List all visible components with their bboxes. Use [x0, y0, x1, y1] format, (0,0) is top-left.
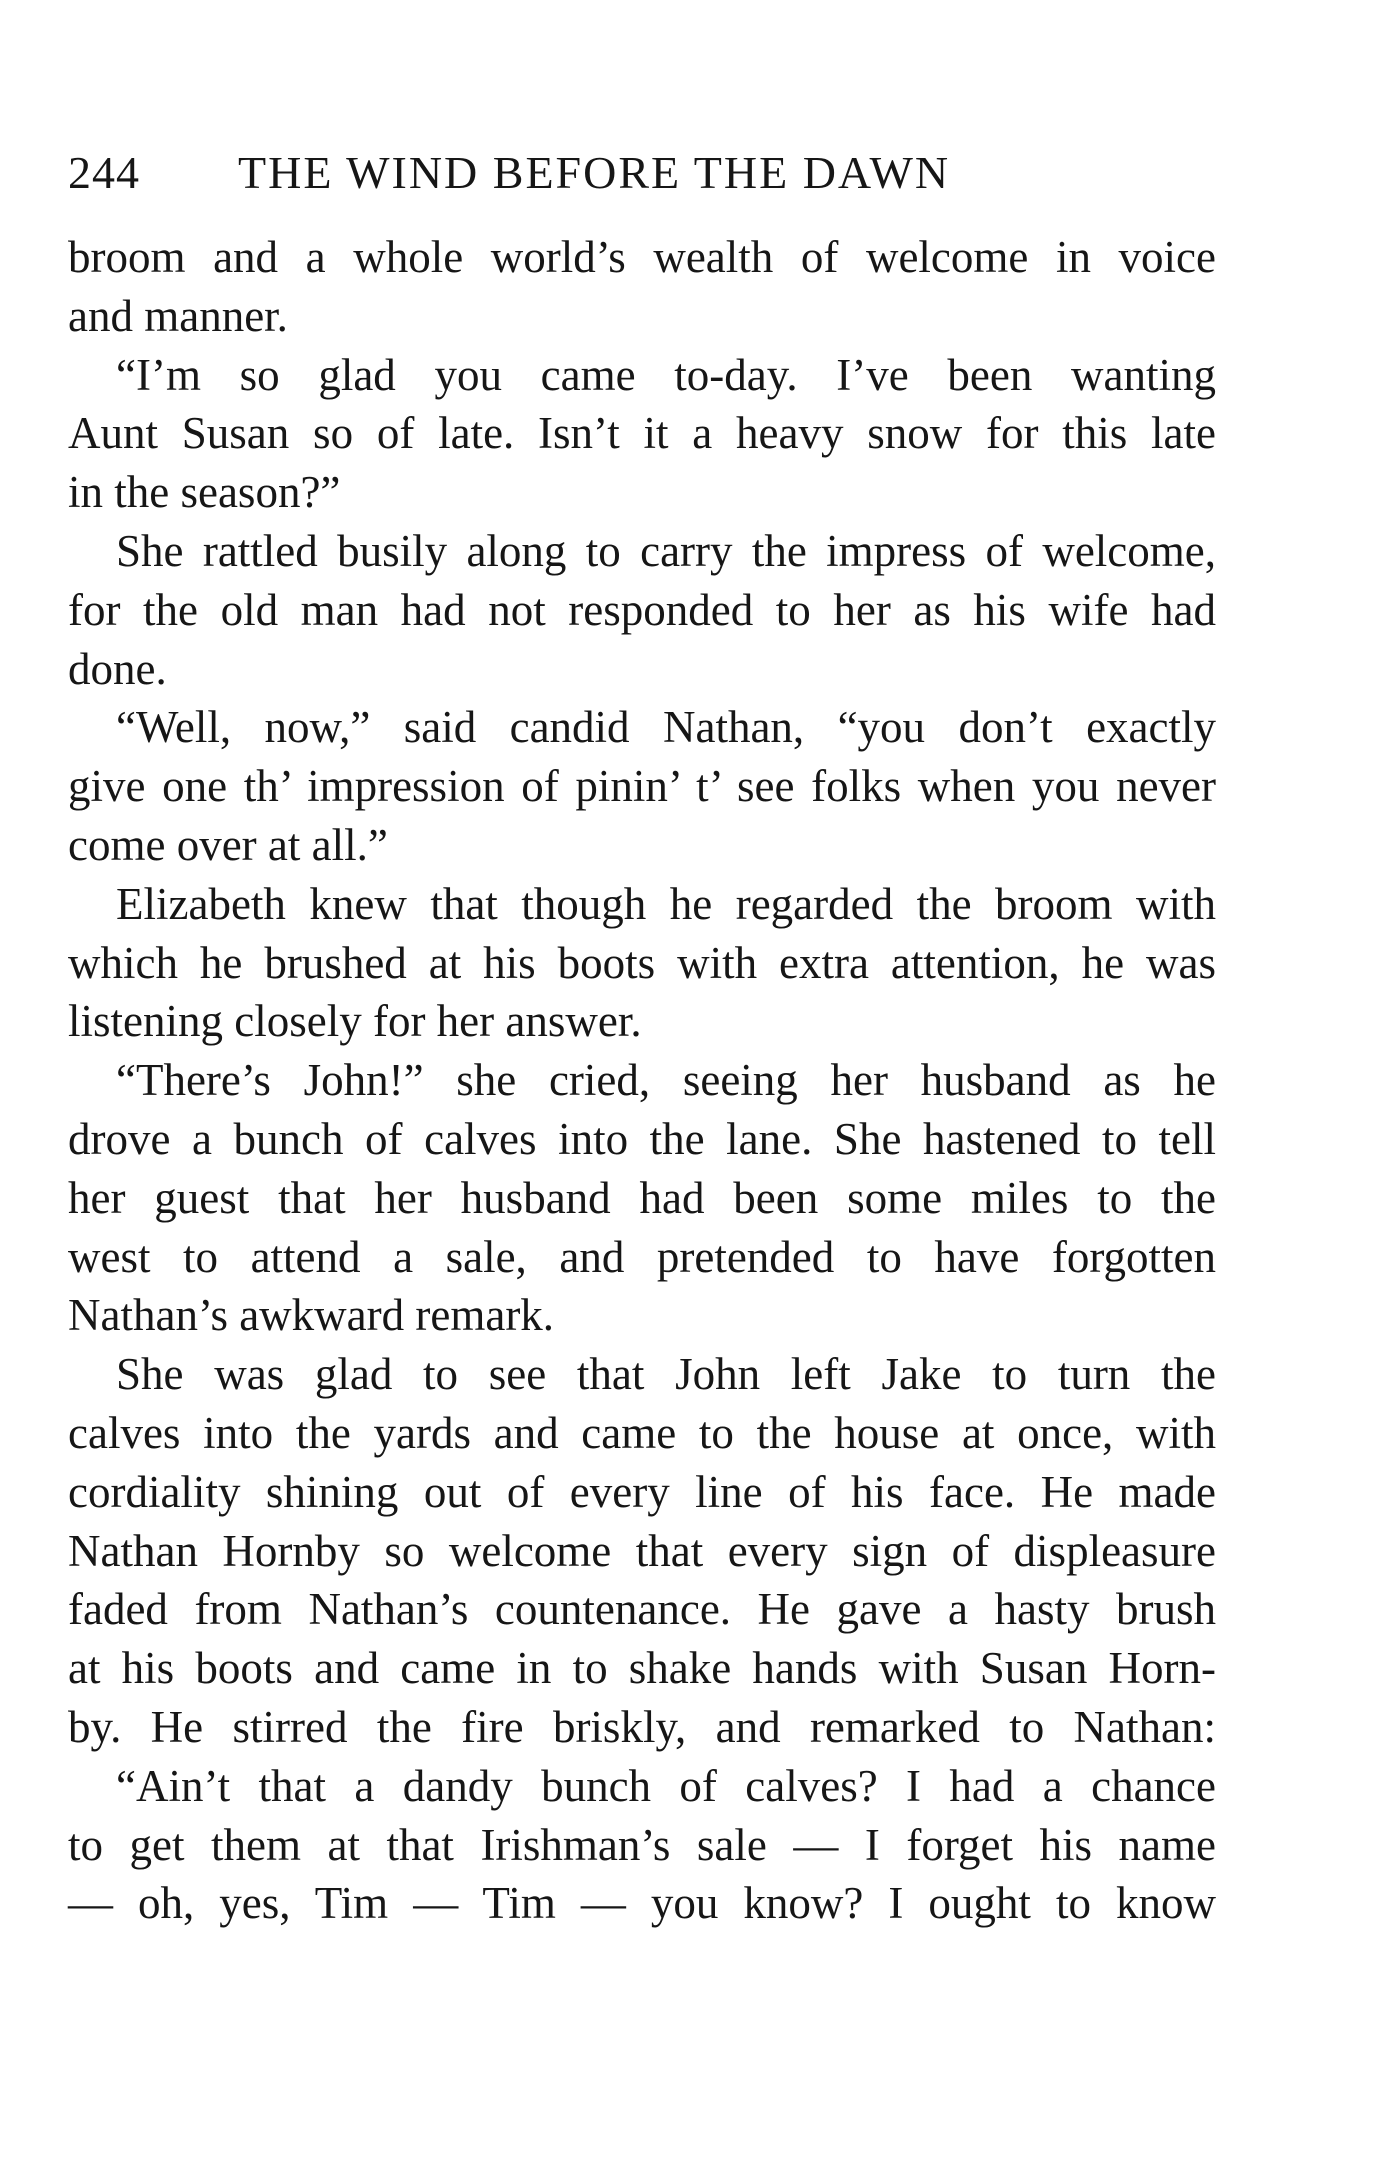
- body-text: [68, 228, 1216, 1933]
- text-line: broom and a whole world’s wealth of welcome in voice: [68, 232, 1216, 282]
- text-line: her guest that her husband had been some miles to the: [68, 1172, 1216, 1223]
- text-line: done.: [68, 643, 167, 694]
- text-line: “Well, now,” said candid Nathan, “you don’t exactly: [116, 702, 1216, 753]
- text-line: Nathan Hornby so welcome that every sign of displeasure: [68, 1525, 1216, 1576]
- page-number: 244: [68, 147, 140, 198]
- text-line: “Ain’t that a dandy bunch of calves? I had a chance: [116, 1760, 1216, 1811]
- text-line: “I’m so glad you came to-day. I’ve been wanting: [116, 349, 1216, 400]
- text-line: for the old man had not responded to her as his wife had: [68, 584, 1216, 635]
- text-line: She was glad to see that John left Jake to turn the: [116, 1349, 1216, 1400]
- text-line: Nathan’s awkward remark.: [68, 1290, 555, 1341]
- running-title: THE WIND BEFORE THE DAWN: [238, 147, 951, 198]
- text-line: calves into the yards and came to the house at once, with: [68, 1407, 1216, 1458]
- text-line: drove a bunch of calves into the lane. She hastened to tell: [68, 1113, 1216, 1164]
- text-line: — oh, yes, Tim — Tim — you know? I ought to know: [68, 1878, 1216, 1929]
- text-line: faded from Nathan’s countenance. He gave a hasty brush: [68, 1584, 1216, 1635]
- text-line: She rattled busily along to carry the impress of welcome,: [116, 525, 1216, 576]
- text-line: in the season?”: [68, 467, 341, 518]
- page-header: [68, 138, 1228, 208]
- text-line: which he brushed at his boots with extra attention, he was: [68, 937, 1216, 988]
- text-line: cordiality shining out of every line of his face. He made: [68, 1466, 1216, 1517]
- text-line: give one th’ impression of pinin’ t’ see folks when you never: [68, 761, 1216, 812]
- text-line: and manner.: [68, 290, 288, 341]
- text-line: by. He stirred the fire briskly, and remarked to Nathan:: [68, 1701, 1216, 1752]
- text-line: to get them at that Irishman’s sale — I forget his name: [68, 1819, 1216, 1870]
- text-line: Elizabeth knew that though he regarded the broom with: [116, 878, 1216, 929]
- text-line: Aunt Susan so of late. Isn’t it a heavy snow for this late: [68, 408, 1216, 459]
- text-line: come over at all.”: [68, 819, 388, 870]
- text-line: at his boots and came in to shake hands with Susan Horn-: [68, 1643, 1216, 1694]
- text-line: west to attend a sale, and pretended to have forgotten: [68, 1231, 1216, 1282]
- text-line: “There’s John!” she cried, seeing her husband as he: [116, 1055, 1216, 1106]
- text-line: listening closely for her answer.: [68, 996, 642, 1047]
